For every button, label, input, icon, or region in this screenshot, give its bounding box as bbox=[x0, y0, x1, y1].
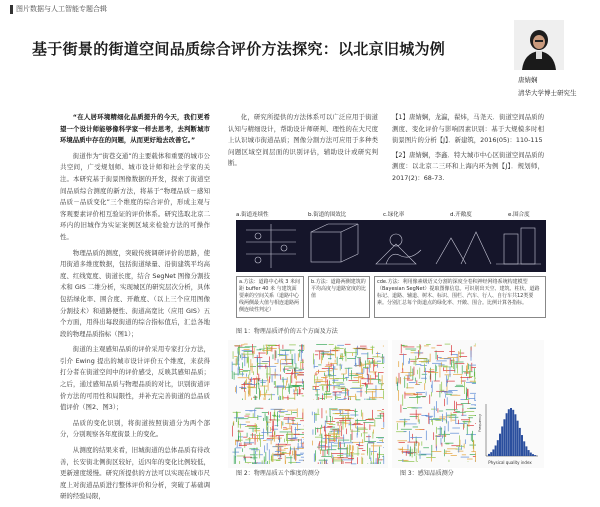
histogram-bar bbox=[499, 434, 501, 456]
histogram-bar bbox=[501, 426, 503, 456]
histogram-bar bbox=[532, 454, 534, 456]
body-paragraph: 街道的主观感知品质的评价采用专家打分方法，引介 Ewing 提出的城市设计评价五个维度，来获得打分者在街道空间中的评价感受，反映其感知品质；之后，通过感知品质与物理品质的对比，识别街道评价方法的可用性和局限性，并补充完善街道的总品质值评价（图2、图3）； bbox=[60, 345, 210, 412]
reference-2: 【2】唐婧娴，李鑫．特大城市中心区街道空间品质的测度：以北京二三环和上海内环为例【J】．规划师，2017(2)：68-73. bbox=[392, 150, 544, 182]
figure-2-caption: 图 2：物理品质五个维度的测分 bbox=[236, 470, 320, 477]
figure-1-labels bbox=[228, 208, 546, 218]
histogram-bar bbox=[506, 413, 508, 456]
figure-1-diagram bbox=[236, 220, 546, 272]
histogram-bar bbox=[519, 428, 521, 456]
figure-3 bbox=[392, 340, 544, 468]
reference-1: 【1】唐婧娴，龙瀛，翟炜，马尧天．街道空间品质的测度、变化评价与影响因素识别：基于大规模多时相街景图片的分析【J】．新建筑，2016(05)：110-115 bbox=[392, 113, 544, 145]
body-paragraph: 从测度的结果来看，旧城街道的总体品质有待改善，长安街北侧街区较好，近四年的变化比例较低，更新速度缓慢。研究所提供的方法可以实现在城市尺度上对街道品质进行整体评价和分析，突破了基础调研的经验局限， bbox=[60, 446, 210, 501]
body-paragraph: 街道作为“街巷交通”的主要载体和重要的城市公共空间，广受规划师、城市设计师和社会学家的关注。本研究基于街景图像数据的开发，探索了街道空间品质综合测度的新方法，将基于“物理品质－感知品质－品质变化”三个维度的综合评价，形成主观与客观要素评价相互验证的评价体系。研究选取北京二环内的旧城作为实证案例区域来检验方法的可操作性。 bbox=[60, 151, 210, 241]
histogram-bar bbox=[488, 454, 490, 456]
histogram-bar bbox=[495, 445, 497, 456]
histogram-bar bbox=[534, 455, 536, 456]
hist-xlabel: Physical quality index bbox=[488, 460, 532, 465]
section-label: 图片数据与人工智能专题合辑 bbox=[16, 5, 107, 13]
histogram-bar bbox=[512, 410, 514, 456]
fig1-method-cde: cde.方法：利用像素级语义分割的深度全卷积神经网络系统构建模型（Bayesian SegNet）提取图像信息。可识别出天空、建筑、柱状、道路标记、道路、辅道、树木、标识、围栏、汽车、行人、自行车共12类要素。分别汇总每个街道点的绿化率、开敞、围合。比例计算各指标。 bbox=[374, 276, 546, 318]
histogram-bar bbox=[514, 414, 516, 456]
figure-2 bbox=[228, 340, 388, 468]
histogram-bar bbox=[503, 419, 505, 456]
histogram-bar bbox=[510, 408, 512, 456]
histogram-bar bbox=[497, 440, 499, 456]
fig1-label-b: b.街道的围效比 bbox=[308, 212, 347, 218]
histogram-bar bbox=[521, 435, 523, 456]
fig1-label-e: e.围合度 bbox=[508, 212, 530, 218]
histogram-bar bbox=[523, 441, 525, 456]
histogram-bar bbox=[517, 421, 519, 456]
histogram-bar bbox=[508, 409, 510, 456]
author-name: 唐婧娴 bbox=[518, 76, 538, 84]
fig1-label-c: c.绿化率 bbox=[383, 212, 405, 218]
body-paragraph: 物理品质的测度，突破传统调研评价的思路，使用街道多维度数据，包括街道绿量、沿街建筑平均高度、红线宽度、街道长度，结合 SegNet 图像分割技术和 GIS 二维分析，实现城区的研究层次分析，具体包括绿化率、围合度、开敞度、（以上三个应用图像分割技术）和道路便性、街道高宽比（应用 GIS）五个方面，用得出每段街道的综合指标值后，汇总各地段的物理品质指标（图1）； bbox=[60, 248, 210, 338]
lead-quote: “在人居环境精细化品质提升的今天，我们更希望一个设计师能够像科学家一样去思考，去判断城市环境品质中存在的问题，从而更好地去改善它。” bbox=[60, 113, 210, 145]
histogram-bar bbox=[525, 446, 527, 456]
column-2 bbox=[228, 112, 378, 174]
histogram-bar bbox=[492, 449, 494, 456]
histogram-bar bbox=[490, 452, 492, 456]
figure-3-caption: 图 3：感知品质测分 bbox=[400, 470, 454, 477]
histogram-bar bbox=[528, 450, 530, 456]
author-photo bbox=[514, 20, 564, 70]
hist-ylabel: Frequency bbox=[478, 413, 482, 432]
references bbox=[392, 112, 544, 188]
article-title: 基于街景的街道空间品质综合评价方法探究：以北京旧城为例 bbox=[32, 40, 446, 58]
fig1-method-b: b.方法：道路两侧建筑的平均高度与道路宽度的比值 bbox=[308, 276, 370, 318]
fig1-method-a: a.方法：道路中心线 3 米间距 buffer 40 米 与建筑面要素的空间关系（道路中心线两侧最大值与相连道路两侧连续性判定） bbox=[236, 276, 304, 318]
body-paragraph: 品质的变化识别，将街道按照街道分为两个部分，分别观察各年度街景上的变化。 bbox=[60, 418, 210, 439]
fig1-label-a: a.街道连续性 bbox=[236, 212, 269, 218]
histogram-bar bbox=[530, 453, 532, 456]
column-1 bbox=[60, 112, 210, 507]
author-affiliation: 清华大学博士研究生 bbox=[518, 89, 577, 97]
fig1-label-d: d.开敞度 bbox=[450, 212, 472, 218]
figure-1-caption: 图 1：物理品质评价的五个方面及方法 bbox=[236, 328, 338, 335]
section-header bbox=[10, 4, 107, 14]
body-paragraph: 化，研究所提供的方法体系可以广泛应用于街道认知与精细设计，帮助设计师研判、理性的在大尺度上认识城市街道品质；图像分割方法可应用于多种类问题区域空间层面的识别评估，辅助设计或研究判断。 bbox=[228, 113, 378, 168]
header-bar bbox=[10, 5, 13, 14]
figure-1 bbox=[228, 208, 546, 326]
